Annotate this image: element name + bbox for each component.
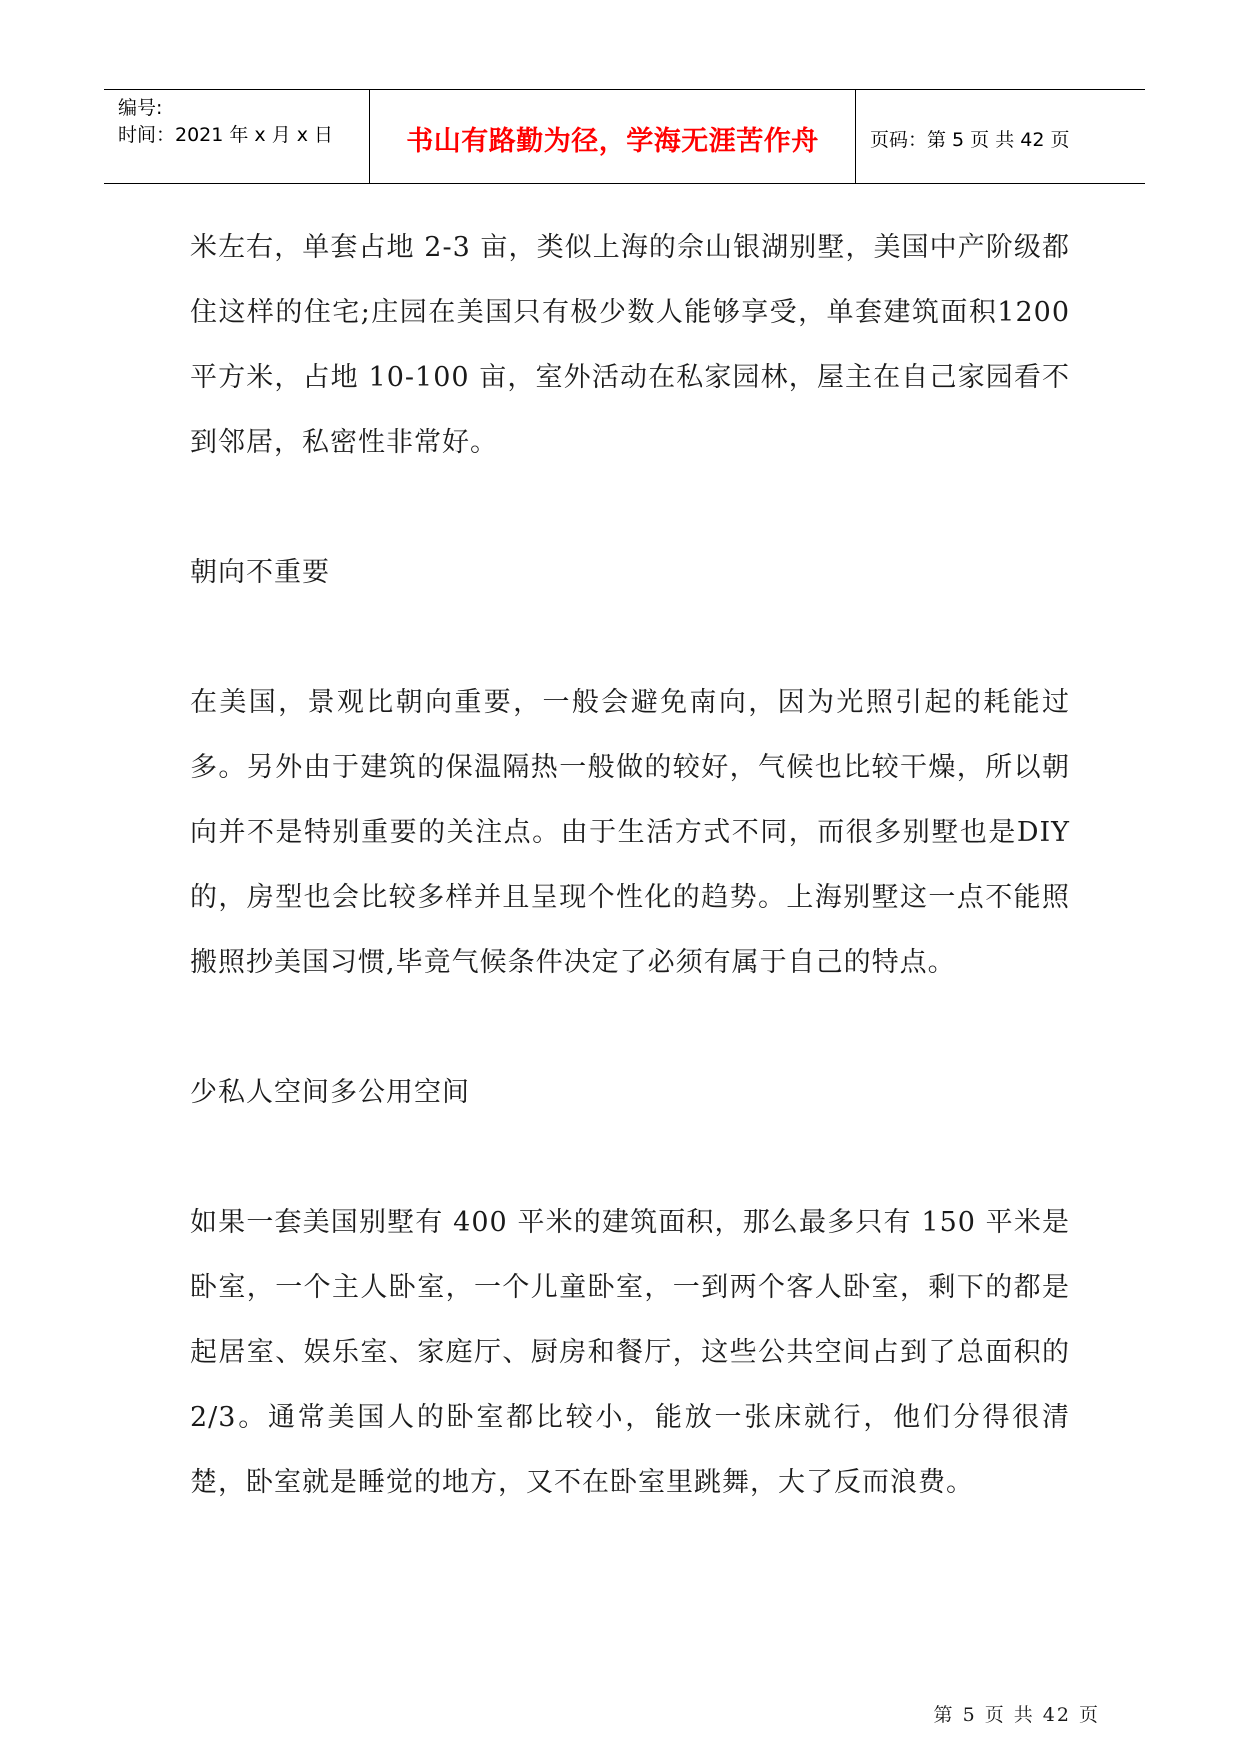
paragraph-spacer — [190, 1125, 1070, 1190]
body-paragraph-2: 在美国，景观比朝向重要，一般会避免南向，因为光照引起的耗能过多。另外由于建筑的保温隔热一般做的较好，气候也比较干燥，所以朝向并不是特别重要的关注点。由于生活方式不同，而很多别墅也是DIY 的，房型也会比较多样并且呈现个性化的趋势。上海别墅这一点不能照搬照抄美国习惯,毕竟气候条件决定了必须有属于自己的特点。 — [190, 687, 1070, 978]
paragraph-spacer — [190, 605, 1070, 670]
header-page-number: 页码：第 5 页 共 42 页 — [870, 129, 1070, 151]
section-heading-orientation: 朝向不重要 — [190, 557, 330, 588]
document-body — [190, 215, 1070, 1515]
paragraph-spacer — [190, 995, 1070, 1060]
document-date-label: 时间：2021 年 x 月 x 日 — [118, 124, 334, 146]
section-heading-space: 少私人空间多公用空间 — [190, 1077, 470, 1108]
header-motto-cell — [370, 90, 856, 183]
body-paragraph-3: 如果一套美国别墅有 400 平米的建筑面积，那么最多只有 150 平米是卧室，一个主人卧室，一个儿童卧室，一到两个客人卧室，剩下的都是起居室、娱乐室、家庭厅、厨房和餐厅，这些公共空间占到了总面积的 2/3。通常美国人的卧室都比较小，能放一张床就行，他们分得很清楚，卧室就是睡觉的地方，又不在卧室里跳舞，大了反而浪费。 — [190, 1207, 1070, 1498]
header-page-cell — [856, 90, 1145, 183]
body-paragraph-1: 米左右，单套占地 2-3 亩，类似上海的佘山银湖别墅，美国中产阶级都住这样的住宅;庄园在美国只有极少数人能够享受，单套建筑面积1200 平方米，占地 10-100 亩，室外活动在私家园林，屋主在自己家园看不到邻居，私密性非常好。 — [190, 232, 1070, 458]
page-footer-number: 第 5 页 共 42 页 — [933, 1704, 1100, 1726]
document-number-label: 编号: — [118, 97, 163, 119]
header-info-cell — [104, 90, 370, 183]
page-header-table — [104, 89, 1145, 184]
header-motto: 书山有路勤为径，学海无涯苦作舟 — [406, 126, 819, 157]
paragraph-spacer — [190, 475, 1070, 540]
